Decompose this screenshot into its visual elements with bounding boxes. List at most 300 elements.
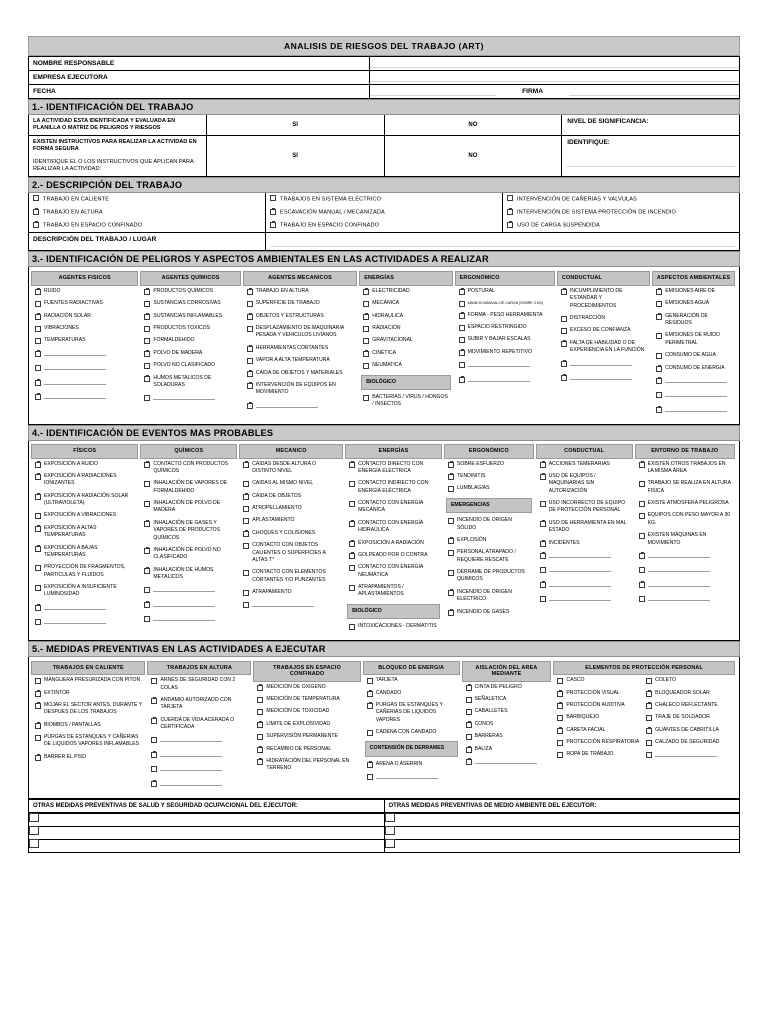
si-label-1[interactable]: SI bbox=[206, 115, 384, 136]
checkbox-icon[interactable] bbox=[448, 462, 454, 468]
checkbox-item[interactable] bbox=[637, 532, 733, 547]
checkbox-icon[interactable] bbox=[639, 582, 645, 588]
checkbox-icon[interactable] bbox=[466, 747, 472, 753]
footer-right-cell[interactable] bbox=[384, 826, 740, 839]
checkbox-item[interactable] bbox=[559, 360, 648, 369]
checkbox-icon[interactable] bbox=[646, 703, 652, 709]
checkbox-item[interactable] bbox=[538, 540, 631, 547]
checkbox-icon[interactable] bbox=[385, 826, 395, 835]
checkbox-item[interactable] bbox=[464, 684, 550, 691]
write-in-line[interactable] bbox=[376, 773, 438, 779]
checkbox-icon[interactable] bbox=[639, 567, 645, 573]
write-in-line[interactable] bbox=[44, 393, 106, 399]
checkbox-item[interactable] bbox=[644, 751, 733, 760]
checkbox-item[interactable] bbox=[538, 473, 631, 495]
checkbox-icon[interactable] bbox=[35, 703, 41, 709]
checkbox-icon[interactable] bbox=[448, 486, 454, 492]
checkbox-item[interactable] bbox=[654, 313, 733, 328]
checkbox-item[interactable] bbox=[245, 325, 355, 340]
checkbox-item[interactable] bbox=[33, 734, 143, 749]
checkbox-icon[interactable] bbox=[349, 481, 355, 487]
write-in-line[interactable] bbox=[153, 394, 215, 400]
checkbox-item[interactable] bbox=[464, 696, 550, 703]
checkbox-item[interactable] bbox=[241, 517, 341, 524]
checkbox-icon[interactable] bbox=[646, 691, 652, 697]
checkbox-item[interactable] bbox=[446, 461, 532, 468]
checkbox-icon[interactable] bbox=[35, 289, 41, 295]
checkbox-icon[interactable] bbox=[35, 678, 41, 684]
checkbox-item[interactable] bbox=[365, 729, 458, 736]
checkbox-item[interactable] bbox=[142, 480, 235, 495]
checkbox-item[interactable] bbox=[33, 379, 136, 388]
checkbox-icon[interactable] bbox=[557, 703, 563, 709]
checkbox-item[interactable] bbox=[644, 714, 733, 721]
checkbox-item[interactable] bbox=[347, 480, 440, 495]
checkbox-item[interactable] bbox=[33, 564, 136, 579]
checkbox-icon[interactable] bbox=[144, 616, 150, 622]
checkbox-item[interactable] bbox=[361, 313, 450, 320]
write-in-line[interactable] bbox=[256, 402, 318, 408]
checkbox-item[interactable] bbox=[255, 758, 358, 773]
checkbox-item[interactable] bbox=[149, 765, 249, 774]
write-in-line[interactable] bbox=[549, 566, 611, 572]
checkbox-icon[interactable] bbox=[656, 407, 662, 413]
checkbox-item[interactable] bbox=[255, 733, 358, 740]
checkbox-icon[interactable] bbox=[243, 531, 249, 537]
checkbox-icon[interactable] bbox=[459, 337, 465, 343]
checkbox-icon[interactable] bbox=[349, 565, 355, 571]
checkbox-icon[interactable] bbox=[144, 395, 150, 401]
checkbox-icon[interactable] bbox=[385, 839, 395, 848]
checkbox-item[interactable] bbox=[33, 461, 136, 468]
checkbox-icon[interactable] bbox=[656, 301, 662, 307]
checkbox-item[interactable] bbox=[446, 549, 532, 564]
input-fecha[interactable] bbox=[370, 85, 495, 96]
checkbox-icon[interactable] bbox=[656, 314, 662, 320]
checkbox-icon[interactable] bbox=[540, 596, 546, 602]
checkbox-icon[interactable] bbox=[151, 698, 157, 704]
checkbox-icon[interactable] bbox=[29, 839, 39, 848]
checkbox-icon[interactable] bbox=[35, 585, 41, 591]
checkbox-item[interactable] bbox=[241, 461, 341, 476]
checkbox-item[interactable] bbox=[446, 485, 532, 492]
checkbox-icon[interactable] bbox=[363, 301, 369, 307]
checkbox-item[interactable] bbox=[347, 564, 440, 579]
checkbox-icon[interactable] bbox=[448, 570, 454, 576]
checkbox-icon[interactable] bbox=[363, 326, 369, 332]
checkbox-item[interactable] bbox=[255, 696, 358, 703]
checkbox-icon[interactable] bbox=[448, 474, 454, 480]
checkbox-icon[interactable] bbox=[243, 590, 249, 596]
checkbox-item[interactable] bbox=[33, 618, 136, 627]
checkbox-icon[interactable] bbox=[363, 395, 369, 401]
write-in-line[interactable] bbox=[648, 552, 710, 558]
checkbox-icon[interactable] bbox=[257, 697, 263, 703]
checkbox-icon[interactable] bbox=[540, 567, 546, 573]
checkbox-icon[interactable] bbox=[639, 481, 645, 487]
checkbox-icon[interactable] bbox=[557, 752, 563, 758]
checkbox-item[interactable] bbox=[142, 547, 235, 562]
checkbox-item[interactable] bbox=[555, 702, 644, 709]
checkbox-item[interactable] bbox=[464, 746, 550, 753]
checkbox-icon[interactable] bbox=[367, 730, 373, 736]
checkbox-item[interactable] bbox=[33, 690, 143, 697]
checkbox-icon[interactable] bbox=[561, 316, 567, 322]
checkbox-item[interactable] bbox=[241, 530, 341, 537]
checkbox-item[interactable] bbox=[361, 325, 450, 332]
checkbox-icon[interactable] bbox=[466, 722, 472, 728]
checkbox-item[interactable] bbox=[149, 677, 249, 692]
write-in-line[interactable] bbox=[648, 566, 710, 572]
checkbox-icon[interactable] bbox=[561, 361, 567, 367]
checkbox-item[interactable] bbox=[33, 364, 136, 373]
checkbox-item[interactable] bbox=[555, 739, 644, 746]
checkbox-item[interactable] bbox=[142, 615, 235, 624]
checkbox-icon[interactable] bbox=[35, 755, 41, 761]
checkbox-icon[interactable] bbox=[35, 338, 41, 344]
checkbox-item[interactable] bbox=[149, 736, 249, 745]
footer-right-cell[interactable] bbox=[384, 839, 740, 852]
checkbox-icon[interactable] bbox=[247, 289, 253, 295]
checkbox-icon[interactable] bbox=[363, 289, 369, 295]
checkbox-item[interactable] bbox=[347, 461, 440, 476]
checkbox-icon[interactable] bbox=[243, 462, 249, 468]
checkbox-icon[interactable] bbox=[144, 462, 150, 468]
checkbox-icon[interactable] bbox=[363, 338, 369, 344]
checkbox-icon[interactable] bbox=[540, 501, 546, 507]
checkbox-item[interactable] bbox=[33, 350, 136, 359]
checkbox-icon[interactable] bbox=[639, 462, 645, 468]
checkbox-item[interactable] bbox=[654, 300, 733, 307]
checkbox-item[interactable] bbox=[654, 365, 733, 372]
checkbox-icon[interactable] bbox=[540, 462, 546, 468]
checkbox-item[interactable] bbox=[654, 288, 733, 295]
checkbox-item[interactable] bbox=[142, 350, 238, 357]
checkbox-icon[interactable] bbox=[646, 728, 652, 734]
checkbox-icon[interactable] bbox=[247, 346, 253, 352]
checkbox-icon[interactable] bbox=[35, 546, 41, 552]
checkbox-item[interactable] bbox=[255, 746, 358, 753]
checkbox-icon[interactable] bbox=[35, 365, 41, 371]
write-in-line[interactable] bbox=[153, 601, 215, 607]
checkbox-icon[interactable] bbox=[33, 209, 39, 215]
checkbox-icon[interactable] bbox=[29, 813, 39, 822]
checkbox-icon[interactable] bbox=[144, 338, 150, 344]
checkbox-item[interactable] bbox=[446, 609, 532, 616]
write-in-line[interactable] bbox=[468, 376, 530, 382]
checkbox-icon[interactable] bbox=[367, 762, 373, 768]
checkbox-item[interactable] bbox=[245, 288, 355, 295]
write-in-line[interactable] bbox=[665, 377, 727, 383]
checkbox-icon[interactable] bbox=[144, 521, 150, 527]
checkbox-icon[interactable] bbox=[144, 548, 150, 554]
checkbox-item[interactable] bbox=[555, 677, 644, 684]
checkbox-icon[interactable] bbox=[639, 533, 645, 539]
checkbox-item[interactable] bbox=[457, 300, 553, 307]
checkbox-icon[interactable] bbox=[385, 813, 395, 822]
checkbox-icon[interactable] bbox=[247, 326, 253, 332]
checkbox-item[interactable] bbox=[33, 337, 136, 344]
checkbox-icon[interactable] bbox=[459, 289, 465, 295]
checkbox-icon[interactable] bbox=[459, 325, 465, 331]
checkbox-icon[interactable] bbox=[257, 759, 263, 765]
input-firma[interactable] bbox=[569, 85, 739, 96]
checkbox-item[interactable] bbox=[33, 545, 136, 560]
checkbox-icon[interactable] bbox=[363, 314, 369, 320]
checkbox-icon[interactable] bbox=[349, 585, 355, 591]
checkbox-item[interactable] bbox=[361, 300, 450, 307]
checkbox-item[interactable] bbox=[33, 525, 136, 540]
checkbox-item[interactable] bbox=[555, 690, 644, 697]
checkbox-item[interactable] bbox=[241, 493, 341, 500]
checkbox-icon[interactable] bbox=[540, 474, 546, 480]
checkbox-item[interactable] bbox=[637, 581, 733, 590]
checkbox-item[interactable] bbox=[555, 751, 644, 758]
checkbox-icon[interactable] bbox=[35, 619, 41, 625]
checkbox-icon[interactable] bbox=[144, 481, 150, 487]
input-identifique[interactable] bbox=[566, 156, 735, 167]
checkbox-icon[interactable] bbox=[448, 538, 454, 544]
checkbox-icon[interactable] bbox=[33, 195, 39, 201]
checkbox-item[interactable] bbox=[245, 382, 355, 397]
checkbox-item[interactable] bbox=[142, 601, 235, 610]
checkbox-item[interactable] bbox=[654, 406, 733, 415]
checkbox-icon[interactable] bbox=[363, 351, 369, 357]
checkbox-icon[interactable] bbox=[367, 678, 373, 684]
checkbox-item[interactable] bbox=[644, 727, 733, 734]
checkbox-item[interactable] bbox=[241, 601, 341, 610]
checkbox-item[interactable] bbox=[33, 584, 136, 599]
checkbox-icon[interactable] bbox=[349, 462, 355, 468]
write-in-line[interactable] bbox=[44, 604, 106, 610]
checkbox-icon[interactable] bbox=[639, 501, 645, 507]
checkbox-icon[interactable] bbox=[35, 351, 41, 357]
checkbox-item[interactable] bbox=[241, 480, 341, 487]
checkbox-item[interactable] bbox=[365, 702, 458, 724]
checkbox-item[interactable] bbox=[644, 690, 733, 697]
checkbox-item[interactable] bbox=[347, 584, 440, 599]
checkbox-item[interactable] bbox=[245, 357, 355, 364]
checkbox-item[interactable] bbox=[361, 362, 450, 369]
checkbox-item[interactable] bbox=[255, 721, 358, 728]
checkbox-icon[interactable] bbox=[35, 723, 41, 729]
checkbox-item[interactable] bbox=[538, 595, 631, 604]
write-in-line[interactable] bbox=[655, 751, 717, 757]
checkbox-item[interactable] bbox=[33, 313, 136, 320]
checkbox-item[interactable] bbox=[33, 493, 136, 508]
checkbox-icon[interactable] bbox=[29, 826, 39, 835]
checkbox-item[interactable] bbox=[446, 537, 532, 544]
checkbox-item[interactable] bbox=[241, 569, 341, 584]
checkbox-item[interactable] bbox=[33, 288, 136, 295]
write-in-line[interactable] bbox=[153, 615, 215, 621]
checkbox-item[interactable] bbox=[644, 739, 733, 746]
checkbox-item[interactable] bbox=[142, 461, 235, 476]
checkbox-item[interactable] bbox=[142, 313, 238, 320]
checkbox-icon[interactable] bbox=[33, 222, 39, 228]
checkbox-icon[interactable] bbox=[35, 605, 41, 611]
checkbox-item[interactable] bbox=[241, 542, 341, 564]
checkbox-icon[interactable] bbox=[349, 553, 355, 559]
checkbox-item[interactable] bbox=[347, 623, 440, 630]
checkbox-icon[interactable] bbox=[35, 326, 41, 332]
checkbox-icon[interactable] bbox=[459, 350, 465, 356]
checkbox-item[interactable] bbox=[555, 714, 644, 721]
write-in-line[interactable] bbox=[160, 751, 222, 757]
checkbox-item[interactable] bbox=[464, 708, 550, 715]
checkbox-item[interactable] bbox=[637, 500, 733, 507]
checkbox-icon[interactable] bbox=[656, 378, 662, 384]
checkbox-icon[interactable] bbox=[243, 481, 249, 487]
checkbox-item[interactable] bbox=[33, 512, 136, 519]
write-in-line[interactable] bbox=[475, 758, 537, 764]
checkbox-icon[interactable] bbox=[367, 703, 373, 709]
checkbox-icon[interactable] bbox=[349, 521, 355, 527]
checkbox-icon[interactable] bbox=[144, 326, 150, 332]
checkbox-icon[interactable] bbox=[540, 553, 546, 559]
checkbox-item[interactable] bbox=[464, 721, 550, 728]
checkbox-icon[interactable] bbox=[35, 301, 41, 307]
checkbox-item[interactable] bbox=[142, 500, 235, 515]
checkbox-item[interactable] bbox=[365, 677, 458, 684]
checkbox-icon[interactable] bbox=[151, 752, 157, 758]
checkbox-icon[interactable] bbox=[144, 602, 150, 608]
checkbox-icon[interactable] bbox=[466, 685, 472, 691]
checkbox-icon[interactable] bbox=[349, 541, 355, 547]
checkbox-item[interactable] bbox=[142, 567, 235, 582]
checkbox-icon[interactable] bbox=[561, 328, 567, 334]
checkbox-item[interactable] bbox=[149, 780, 249, 789]
write-in-line[interactable] bbox=[44, 379, 106, 385]
input-nombre-responsable[interactable] bbox=[370, 57, 739, 68]
checkbox-item[interactable] bbox=[33, 754, 143, 761]
checkbox-item[interactable] bbox=[559, 340, 648, 355]
checkbox-item[interactable] bbox=[347, 540, 440, 547]
checkbox-item[interactable] bbox=[142, 300, 238, 307]
checkbox-item[interactable] bbox=[347, 552, 440, 559]
checkbox-item[interactable] bbox=[33, 300, 136, 307]
checkbox-item[interactable] bbox=[33, 702, 143, 717]
checkbox-icon[interactable] bbox=[35, 462, 41, 468]
checkbox-item[interactable] bbox=[654, 352, 733, 359]
checkbox-item[interactable] bbox=[241, 505, 341, 512]
checkbox-item[interactable] bbox=[637, 595, 733, 604]
checkbox-item[interactable] bbox=[464, 733, 550, 740]
write-in-line[interactable] bbox=[570, 374, 632, 380]
checkbox-icon[interactable] bbox=[459, 313, 465, 319]
checkbox-icon[interactable] bbox=[144, 587, 150, 593]
checkbox-icon[interactable] bbox=[35, 380, 41, 386]
checkbox-icon[interactable] bbox=[243, 570, 249, 576]
checkbox-icon[interactable] bbox=[459, 362, 465, 368]
checkbox-item[interactable] bbox=[142, 325, 238, 332]
write-in-line[interactable] bbox=[549, 595, 611, 601]
checkbox-icon[interactable] bbox=[247, 403, 253, 409]
checkbox-icon[interactable] bbox=[540, 521, 546, 527]
checkbox-icon[interactable] bbox=[144, 301, 150, 307]
checkbox-icon[interactable] bbox=[247, 301, 253, 307]
checkbox-icon[interactable] bbox=[656, 333, 662, 339]
checkbox-icon[interactable] bbox=[459, 301, 465, 307]
checkbox-item[interactable] bbox=[142, 520, 235, 542]
checkbox-item[interactable] bbox=[538, 461, 631, 468]
checkbox-item[interactable] bbox=[33, 393, 136, 402]
checkbox-icon[interactable] bbox=[35, 314, 41, 320]
checkbox-item[interactable] bbox=[255, 684, 358, 691]
checkbox-icon[interactable] bbox=[561, 375, 567, 381]
checkbox-icon[interactable] bbox=[35, 494, 41, 500]
checkbox-item[interactable] bbox=[365, 690, 458, 697]
checkbox-item[interactable] bbox=[644, 677, 733, 684]
checkbox-icon[interactable] bbox=[646, 715, 652, 721]
checkbox-item[interactable] bbox=[457, 324, 553, 331]
checkbox-icon[interactable] bbox=[270, 195, 276, 201]
write-in-line[interactable] bbox=[153, 586, 215, 592]
checkbox-icon[interactable] bbox=[367, 691, 373, 697]
checkbox-icon[interactable] bbox=[540, 582, 546, 588]
footer-blank-row[interactable] bbox=[29, 826, 740, 839]
checkbox-item[interactable] bbox=[245, 402, 355, 411]
checkbox-item[interactable] bbox=[654, 332, 733, 347]
write-in-line[interactable] bbox=[570, 360, 632, 366]
checkbox-item[interactable] bbox=[446, 569, 532, 584]
checkbox-icon[interactable] bbox=[646, 678, 652, 684]
checkbox-item[interactable] bbox=[365, 773, 458, 782]
write-in-line[interactable] bbox=[648, 581, 710, 587]
checkbox-item[interactable] bbox=[142, 288, 238, 295]
checkbox-icon[interactable] bbox=[257, 734, 263, 740]
checkbox-item[interactable] bbox=[637, 566, 733, 575]
checkbox-icon[interactable] bbox=[144, 501, 150, 507]
checkbox-item[interactable] bbox=[538, 520, 631, 535]
checkbox-icon[interactable] bbox=[243, 518, 249, 524]
input-empresa-ejecutora[interactable] bbox=[370, 71, 739, 82]
checkbox-icon[interactable] bbox=[247, 358, 253, 364]
checkbox-icon[interactable] bbox=[243, 494, 249, 500]
checkbox-item[interactable] bbox=[457, 288, 553, 295]
checkbox-icon[interactable] bbox=[243, 543, 249, 549]
checkbox-icon[interactable] bbox=[557, 740, 563, 746]
checkbox-icon[interactable] bbox=[656, 392, 662, 398]
checkbox-item[interactable] bbox=[33, 722, 143, 729]
checkbox-item[interactable] bbox=[538, 581, 631, 590]
checkbox-icon[interactable] bbox=[646, 740, 652, 746]
write-in-line[interactable] bbox=[44, 350, 106, 356]
checkbox-icon[interactable] bbox=[507, 209, 513, 215]
checkbox-icon[interactable] bbox=[466, 734, 472, 740]
checkbox-item[interactable] bbox=[149, 751, 249, 760]
checkbox-icon[interactable] bbox=[270, 222, 276, 228]
checkbox-icon[interactable] bbox=[561, 341, 567, 347]
checkbox-icon[interactable] bbox=[257, 709, 263, 715]
footer-right-cell[interactable] bbox=[384, 813, 740, 826]
checkbox-icon[interactable] bbox=[448, 610, 454, 616]
checkbox-icon[interactable] bbox=[257, 685, 263, 691]
checkbox-icon[interactable] bbox=[448, 550, 454, 556]
checkbox-icon[interactable] bbox=[151, 718, 157, 724]
write-in-line[interactable] bbox=[252, 601, 314, 607]
checkbox-item[interactable] bbox=[538, 566, 631, 575]
write-in-line[interactable] bbox=[160, 780, 222, 786]
write-in-line[interactable] bbox=[648, 595, 710, 601]
checkbox-item[interactable] bbox=[538, 552, 631, 561]
checkbox-icon[interactable] bbox=[144, 289, 150, 295]
checkbox-icon[interactable] bbox=[448, 590, 454, 596]
checkbox-icon[interactable] bbox=[656, 289, 662, 295]
checkbox-icon[interactable] bbox=[363, 363, 369, 369]
checkbox-icon[interactable] bbox=[507, 222, 513, 228]
checkbox-icon[interactable] bbox=[656, 366, 662, 372]
